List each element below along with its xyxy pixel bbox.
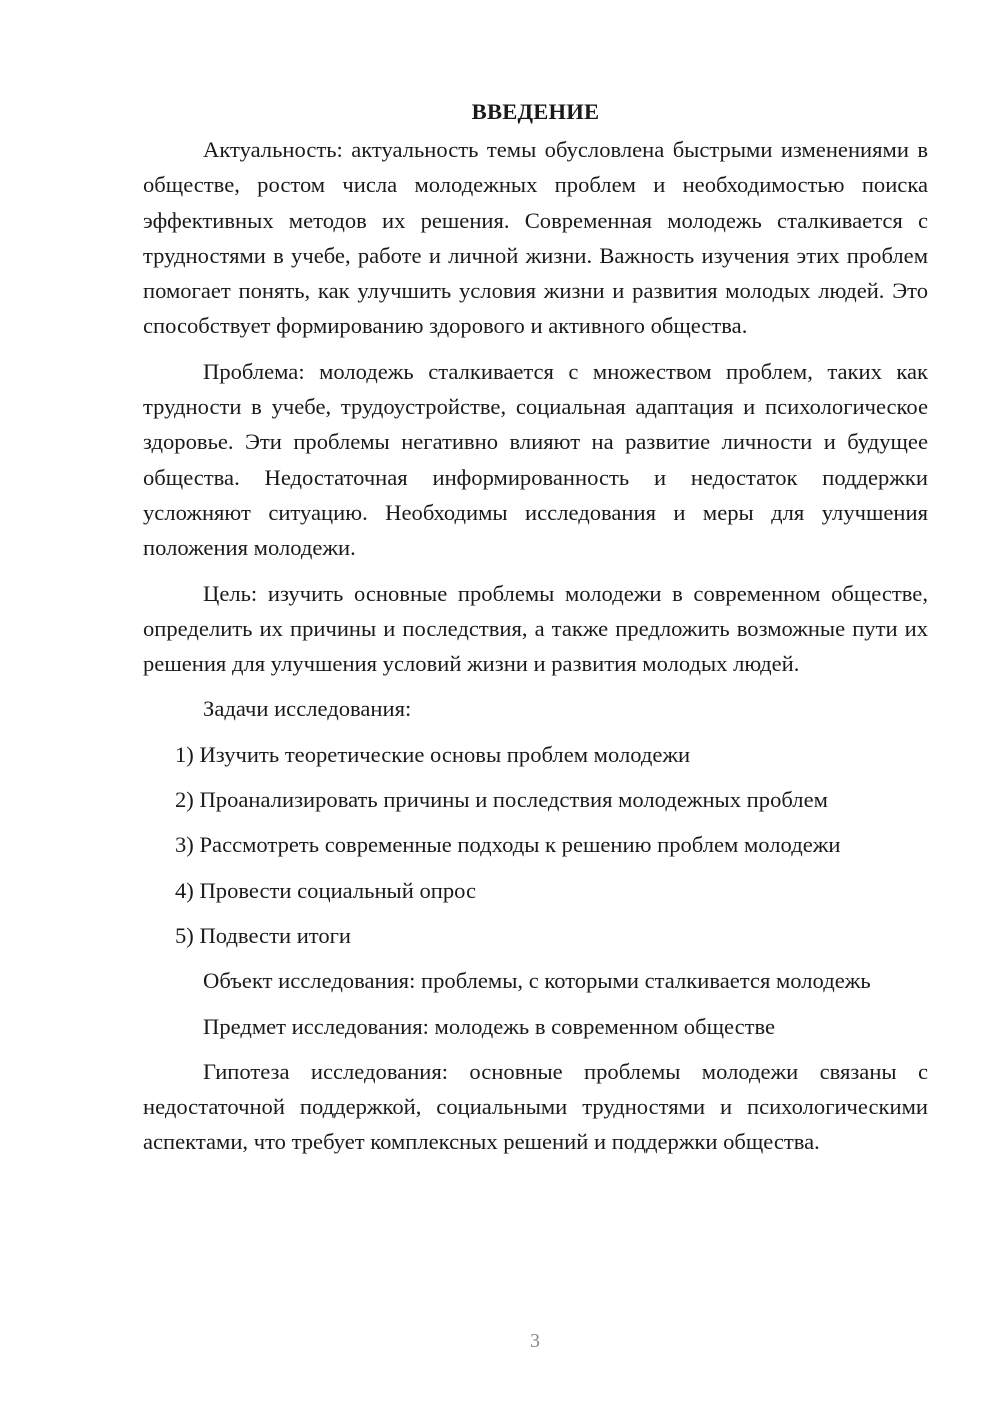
task-item-4: 4) Провести социальный опрос	[175, 877, 477, 903]
paragraph-problem: Проблема: молодежь сталкивается с множеством проблем, таких как трудности в учебе, трудоустройстве, социальная адаптация и психологическое здоровье. Эти проблемы негативно влияют на развитие личности и будущее общества. Недостаточная информированность и недостаток поддержки усложняют ситуацию. Необходимы исследования и меры для улучшения положения молодежи.	[143, 358, 928, 561]
task-item-3: 3) Рассмотреть современные подходы к решению проблем молодежи	[175, 832, 841, 858]
page-content	[143, 94, 928, 1160]
task-item-1: 1) Изучить теоретические основы проблем молодежи	[175, 741, 691, 767]
tasks-list	[143, 737, 928, 953]
paragraph-relevance: Актуальность: актуальность темы обусловлена быстрыми изменениями в обществе, ростом числа молодежных проблем и необходимостью поиска эффективных методов их решения. Современная молодежь сталкивается с трудностями в учебе, работе и личной жизни. Важность изучения этих проблем помогает понять, как улучшить условия жизни и развития молодых людей. Это способствует формированию здорового и активного общества.	[143, 137, 928, 339]
paragraph-object: Объект исследования: проблемы, с которыми сталкивается молодежь	[203, 968, 871, 994]
paragraph-subject: Предмет исследования: молодежь в современном обществе	[203, 1013, 776, 1039]
paragraph-hypothesis: Гипотеза исследования: основные проблемы молодежи связаны с недостаточной поддержкой, социальными трудностями и психологическими аспектами, что требует комплексных решений и поддержки общества.	[143, 1058, 928, 1155]
page-title: ВВЕДЕНИЕ	[471, 99, 600, 124]
tasks-heading: Задачи исследования:	[203, 696, 412, 722]
page-number: 3	[530, 1330, 540, 1352]
task-item-2: 2) Проанализировать причины и последствия молодежных проблем	[175, 787, 828, 813]
task-item-5: 5) Подвести итоги	[175, 922, 352, 948]
paragraph-goal: Цель: изучить основные проблемы молодежи в современном обществе, определить их причины и последствия, а также предложить возможные пути их решения для улучшения условий жизни и развития молодых людей.	[143, 580, 928, 677]
